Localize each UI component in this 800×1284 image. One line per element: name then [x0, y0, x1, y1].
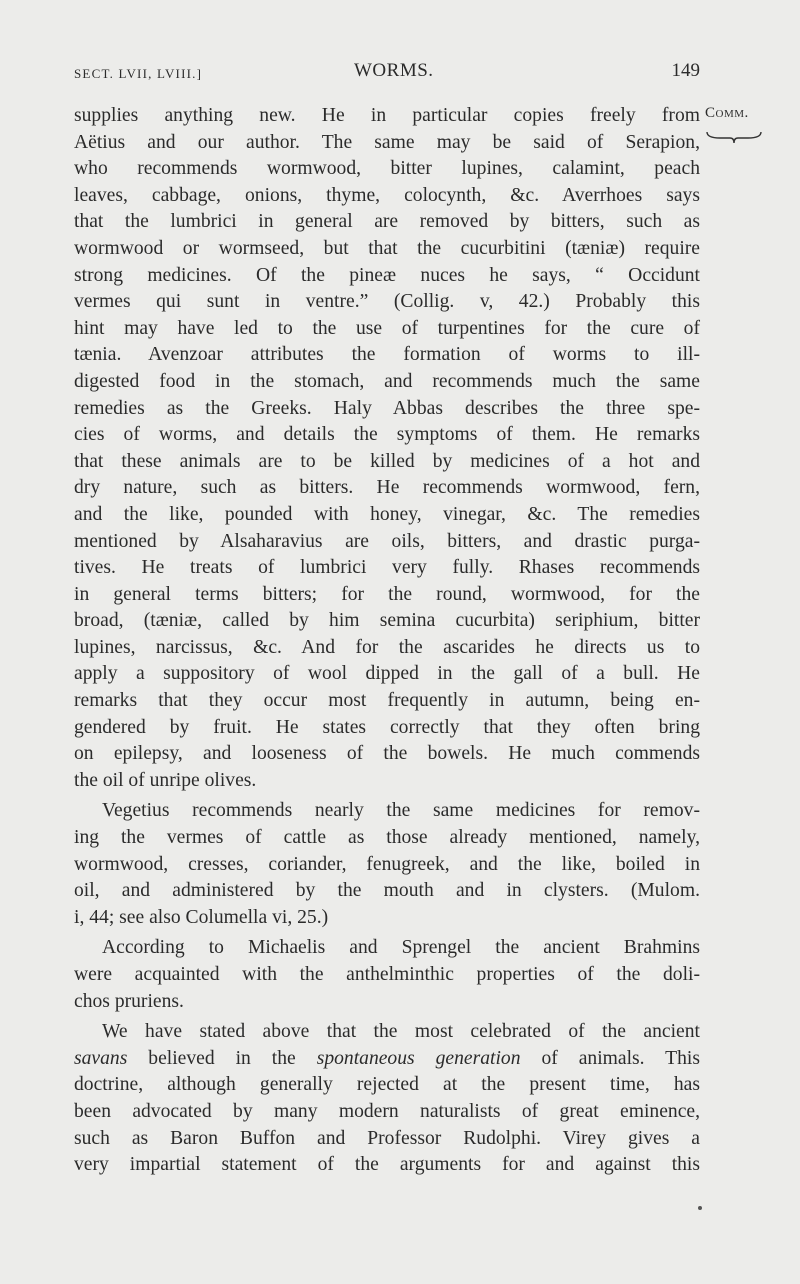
- margin-brace-icon: [706, 130, 762, 144]
- text-line: hint may have led to the use of turpentines for the cure of: [74, 317, 700, 339]
- text-line: apply a suppository of wool dipped in the gall of a bull. He: [74, 663, 700, 685]
- text-line: Vegetius recommends nearly the same medicines for remov-: [102, 800, 700, 822]
- text-line: broad, (tæniæ, called by him semina cucurbita) seriphium, bitter: [74, 610, 700, 632]
- text-line: doctrine, although generally rejected at the present time, has: [74, 1074, 700, 1096]
- text-line: who recommends wormwood, bitter lupines, calamint, peach: [74, 158, 700, 180]
- text-line: gendered by fruit. He states correctly that they often bring: [74, 716, 700, 738]
- text-line: cies of worms, and details the symptoms of them. He remarks: [74, 424, 700, 446]
- text-line: oil, and administered by the mouth and in clysters. (Mulom.: [74, 880, 700, 902]
- text-line: strong medicines. Of the pineæ nuces he says, “ Occidunt: [74, 264, 700, 286]
- text-line: the oil of unripe olives.: [74, 769, 257, 791]
- text-line: that these animals are to be killed by medicines of a hot and: [74, 450, 700, 472]
- text-line: savans believed in the spontaneous generation of animals. This: [74, 1047, 700, 1069]
- text-line: remarks that they occur most frequently in autumn, being en-: [74, 690, 700, 712]
- running-title: WORMS.: [354, 60, 434, 81]
- text-line: were acquainted with the anthelminthic properties of the doli-: [74, 964, 700, 985]
- text-line: in general terms bitters; for the round, wormwood, for the: [74, 583, 700, 605]
- text-line: wormwood, cresses, coriander, fenugreek, and the like, boiled in: [74, 853, 700, 875]
- text-line: lupines, narcissus, &c. And for the ascarides he directs us to: [74, 636, 700, 658]
- text-line: leaves, cabbage, onions, thyme, colocynth, &c. Averrhoes says: [74, 184, 700, 206]
- text-line: i, 44; see also Columella vi, 25.): [74, 906, 329, 928]
- text-line: tænia. Avenzoar attributes the formation of worms to ill-: [74, 344, 700, 366]
- text-line: such as Baron Buffon and Professor Rudolphi. Virey gives a: [74, 1127, 700, 1149]
- page-number: 149: [671, 60, 700, 81]
- text-line: been advocated by many modern naturalists of great eminence,: [74, 1100, 700, 1122]
- paragraph: [74, 935, 700, 1015]
- paragraph: [74, 798, 700, 931]
- text-line: remedies as the Greeks. Haly Abbas describes the three spe-: [74, 397, 700, 419]
- text-line: mentioned by Alsaharavius are oils, bitters, and drastic purga-: [74, 530, 700, 552]
- text-line: tives. He treats of lumbrici very fully. Rhases recommends: [74, 557, 700, 579]
- text-line: According to Michaelis and Sprengel the ancient Brahmins: [102, 937, 700, 959]
- text-line: supplies anything new. He in particular copies freely from: [74, 105, 700, 126]
- text-line: dry nature, such as bitters. He recommends wormwood, fern,: [74, 477, 700, 499]
- text-line: Aëtius and our author. The same may be said of Serapion,: [74, 131, 700, 153]
- margin-note: Comm.: [705, 105, 749, 121]
- text-line: and the like, pounded with honey, vinegar, &c. The remedies: [74, 503, 700, 525]
- text-line: vermes qui sunt in ventre.” (Collig. v, 42.) Probably this: [74, 291, 700, 313]
- text-line: very impartial statement of the arguments for and against this: [74, 1154, 700, 1176]
- text-line: digested food in the stomach, and recommends much the same: [74, 370, 700, 392]
- text-line: on epilepsy, and looseness of the bowels. He much commends: [74, 743, 700, 765]
- text-line: ing the vermes of cattle as those already mentioned, namely,: [74, 827, 700, 849]
- text-line: wormwood or wormseed, but that the cucurbitini (tæniæ) require: [74, 237, 700, 259]
- ink-speck: [698, 1206, 702, 1210]
- paragraph: [74, 1019, 700, 1179]
- running-header: [74, 58, 700, 88]
- section-reference: SECT. LVII, LVIII.]: [74, 66, 203, 81]
- paragraph: [74, 103, 700, 794]
- text-line: We have stated above that the most celebrated of the ancient: [102, 1021, 700, 1043]
- body-text: [74, 103, 700, 1179]
- text-line: that the lumbrici in general are removed by bitters, such as: [74, 211, 700, 233]
- text-line: chos pruriens.: [74, 990, 184, 1012]
